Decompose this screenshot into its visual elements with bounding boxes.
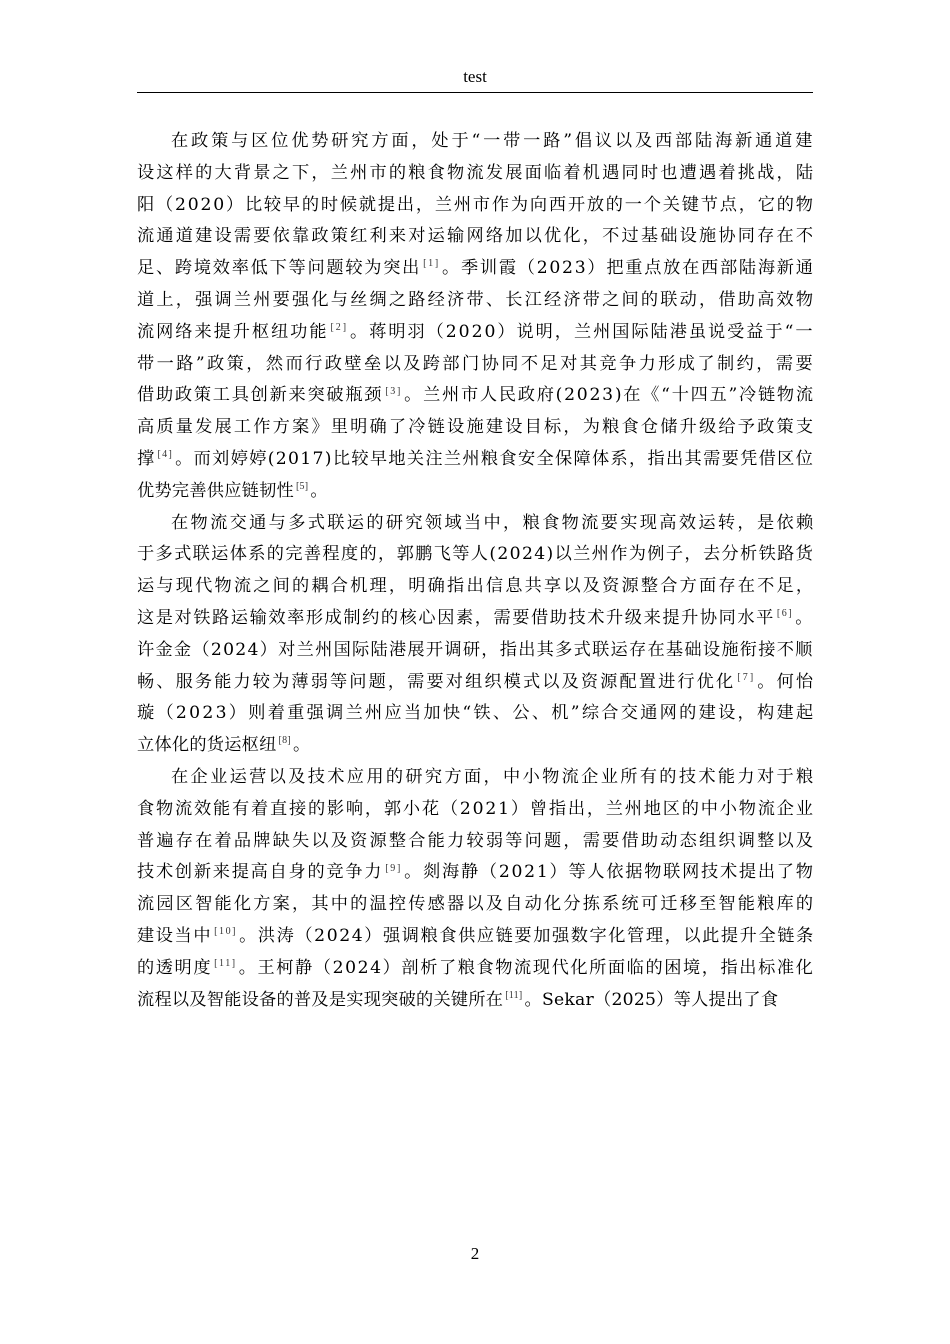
text-segment: 在物流交通与多式联运的研究领域当中，粮食物流要实现高效运转，是依赖 (171, 512, 816, 533)
text-segment: 优势完善供应链韧性 (137, 480, 294, 501)
citation-marker: [9] (385, 862, 403, 874)
text-segment: 。兰州市人民政府(2023)在《“十四五”冷链物流 (404, 385, 815, 406)
text-line (137, 253, 817, 285)
text-line (137, 667, 817, 699)
text-segment: 普遍存在着品牌缺失以及资源整合能力较弱等问题，需要借助动态组织调整以及 (137, 830, 816, 851)
text-segment: 足、跨境效率低下等问题较为突出 (137, 258, 422, 279)
text-segment: 。蒋明羽（2020）说明，兰州国际陆港虽说受益于“一 (350, 321, 815, 342)
text-segment: 道上，强调兰州要强化与丝绸之路经济带、长江经济带之间的联动，借助高效物 (137, 289, 816, 310)
text-line (137, 508, 817, 540)
text-segment: 撑 (137, 448, 156, 469)
citation-marker: [4] (157, 449, 174, 461)
text-segment: 。季训霞（2023）把重点放在西部陆海新通 (442, 258, 815, 279)
citation-marker: [8] (278, 735, 291, 747)
citation-marker: [1] (423, 258, 440, 270)
text-segment: 畅、服务能力较为薄弱等问题，需要对组织模式以及资源配置进行优化 (137, 671, 736, 692)
text-segment: 阳（2020）比较早的时候就提出，兰州市作为向西开放的一个关键节点，它的物 (137, 194, 815, 215)
text-segment: 这是对铁路运输效率形成制约的核心因素，需要借助技术升级来提升协同水平 (137, 607, 775, 628)
text-segment: 流通道建设需要依靠政策红利来对运输网络加以优化，不过基础设施协同存在不 (137, 226, 816, 247)
citation-marker: [5] (295, 481, 309, 493)
text-segment: 在政策与区位优势研究方面，处于“一带一路”倡议以及西部陆海新通道建 (171, 131, 816, 151)
running-header: test (463, 67, 487, 86)
text-segment: 的透明度 (137, 957, 213, 978)
text-line (137, 794, 817, 826)
text-line (137, 158, 817, 190)
text-line (137, 762, 817, 794)
text-line (137, 985, 817, 1017)
text-line (137, 221, 817, 253)
text-segment: 。 (310, 480, 328, 501)
text-segment: 。而刘婷婷(2017)比较早地关注兰州粮食安全保障体系，指出其需要凭借区位 (175, 448, 815, 469)
text-segment: 于多式联运体系的完善程度的，郭鹏飞等人(2024)以兰州作为例子，去分析铁路货 (137, 544, 815, 565)
text-segment: 在企业运营以及技术应用的研究方面，中小物流企业所有的技术能力对于粮 (171, 766, 816, 787)
text-segment: 流程以及智能设备的普及是实现突破的关键所在 (137, 989, 504, 1010)
text-line (137, 317, 817, 349)
citation-marker: [2] (330, 322, 349, 334)
text-line (137, 412, 817, 444)
text-line (137, 539, 817, 571)
text-segment: 。Sekar（2025）等人提出了食 (524, 989, 779, 1010)
text-segment: 。 (292, 735, 311, 756)
page-number: 2 (470, 1244, 480, 1263)
text-line (137, 444, 817, 476)
text-segment: 食物流效能有着直接的影响，郭小花（2021）曾指出，兰州地区的中小物流企业 (137, 798, 815, 819)
text-line (137, 380, 817, 412)
text-segment: 。 (795, 607, 815, 628)
text-line (137, 190, 817, 222)
text-line (137, 571, 817, 603)
text-line (137, 349, 817, 381)
citation-marker: [11] (505, 989, 523, 1001)
text-segment: 。何怡 (757, 671, 816, 692)
text-line (137, 857, 817, 889)
citation-marker: [10] (214, 926, 238, 938)
text-line (137, 698, 817, 730)
text-line (137, 476, 817, 508)
text-segment: 流园区智能化方案，其中的温控传感器以及自动化分拣系统可迁移至智能粮库的 (137, 894, 816, 915)
text-segment: 设这样的大背景之下，兰州市的粮食物流发展面临着机遇同时也遭遇着挑战，陆 (137, 162, 816, 183)
text-line (137, 921, 817, 953)
paragraph (137, 126, 817, 508)
text-segment: 流网络来提升枢纽功能 (137, 321, 329, 342)
text-segment: 运与现代物流之间的耦合机理，明确指出信息共享以及资源整合方面存在不足， (137, 576, 816, 597)
citation-marker: [3] (385, 385, 403, 397)
text-segment: 借助政策工具创新来突破瓶颈 (137, 385, 384, 406)
text-segment: 技术创新来提高自身的竞争力 (137, 862, 384, 883)
text-line (137, 285, 817, 317)
citation-marker: [6] (776, 608, 794, 620)
text-segment: 。王柯静（2024）剖析了粮食物流现代化所面临的困境，指出标准化 (238, 957, 815, 978)
text-segment: 璇（2023）则着重强调兰州应当加快“铁、公、机”综合交通网的建设，构建起 (137, 703, 816, 724)
text-line (137, 953, 817, 985)
text-segment: 。剡海静（2021）等人依据物联网技术提出了物 (404, 862, 815, 883)
paragraph (137, 508, 817, 762)
text-line (137, 826, 817, 858)
header-rule (137, 92, 813, 93)
text-segment: 立体化的货运枢纽 (137, 735, 277, 756)
text-segment: 高质量发展工作方案》里明确了冷链设施建设目标，为粮食仓储升级给予政策支 (137, 417, 816, 438)
text-line (137, 730, 817, 762)
text-segment: 。洪涛（2024）强调粮食供应链要加强数字化管理，以此提升全链条 (239, 925, 815, 946)
text-line (137, 889, 817, 921)
text-segment: 带一路”政策，然而行政壁垒以及跨部门协同不足对其竞争力形成了制约，需要 (137, 353, 816, 374)
body-text (137, 126, 817, 1016)
citation-marker: [7] (737, 671, 756, 683)
text-line (137, 603, 817, 635)
citation-marker: [11] (214, 957, 237, 969)
text-line (137, 126, 817, 158)
text-segment: 建设当中 (137, 925, 213, 946)
text-line (137, 635, 817, 667)
paragraph (137, 762, 817, 1016)
text-segment: 许金金（2024）对兰州国际陆港展开调研，指出其多式联运存在基础设施衔接不顺 (137, 639, 814, 660)
